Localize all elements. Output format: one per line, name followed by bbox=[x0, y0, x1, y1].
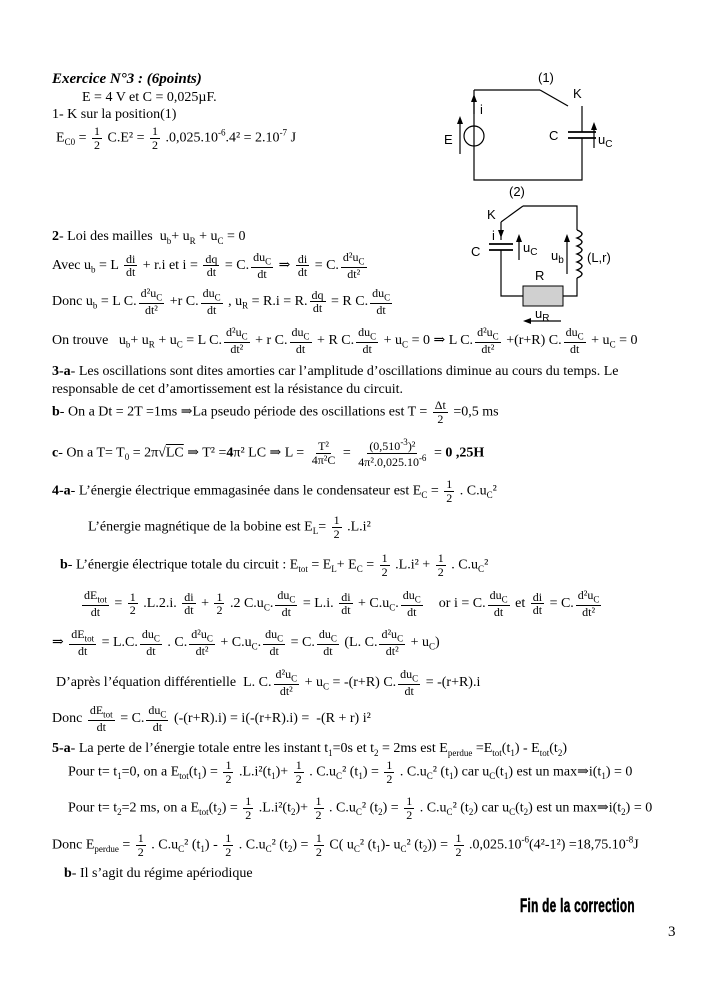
i-label: i bbox=[480, 102, 483, 117]
energy-at-t1: Pour $t= t_1=0$, on a $E_{tot}(t_1)$ = $\frac{1}{2}$ $.L.i^2(t_1)+$ $\frac{1}{2}$ . $C.u_C^2$ $(t_1)$ = $\frac{1}{2}$ . $C.u_C^2$ $(t_1)$ car $u_C(t_1)$ est un $\max\Rightarrow i(t_1) = 0$ bbox=[68, 758, 633, 786]
i2-label: i bbox=[492, 228, 495, 243]
given-values: E = 4 V et C = 0,025µF. bbox=[82, 90, 217, 105]
circuit-position-2 bbox=[465, 182, 625, 330]
damping-explanation-2: responsable de cet d’amortissement est la résistance du circuit. bbox=[52, 382, 404, 397]
current-arrow-icon bbox=[471, 94, 477, 102]
uc-label: $u_C$ bbox=[598, 132, 613, 150]
differential-equation: On trouve $u_b+ u_R + u_C = L$ C. $\frac{d^2u_C}{\text{dt²}}$ + r C. $\frac{du_C}{dt}$ + R C. $\frac{du_C}{dt}$ + $u_C = 0$ ⇒ L C. $\frac{d^2u_C}{\text{dt²}}$ +(r+R) C. $\frac{du_C}{dt}$ + $u_C = 0$ bbox=[52, 325, 638, 356]
r-label: R bbox=[535, 268, 545, 283]
capacitor-energy: 4-a- L’énergie électrique emmagasinée dans le condensateur est $E_C$ = $\frac{1}{2}$ . $C.u_C^2$ bbox=[52, 477, 497, 505]
uc2-label: $u_C$ bbox=[523, 240, 538, 258]
initial-energy-equation: $E_{C0}$ = $\frac{1}{2}$ C.E² = $\frac{1}{2}$ $.0,025.10^{-6}.4^2 = 2.10^{-7}$ J bbox=[56, 124, 297, 152]
pseudo-period: b- On a Dt = 2T =1ms ⇒La pseudo période des oscillations est T = $\frac{\Delta t}{2}$ =0,5 ms bbox=[52, 398, 499, 426]
switch-k2 bbox=[501, 206, 523, 222]
position-1-label: (1) bbox=[538, 70, 554, 85]
aperiodic-regime: b- Il s’agit du régime apériodique bbox=[64, 866, 253, 881]
loop-law: 2- Loi des mailles $u_b+ u_R + u_C = 0$ bbox=[52, 229, 246, 246]
ub-expression: Avec $u_b = L$ $\frac{di}{dt}$ + r.i et i = $\frac{dq}{dt}$ = C. $\frac{du_C}{dt}$ ⇒ $\frac{di}{dt}$ = C. $\frac{d^2u_C}{\text{dt²}}$ bbox=[52, 250, 365, 281]
switch-k2-label: K bbox=[487, 207, 496, 222]
end-of-correction: Fin de la correction bbox=[520, 896, 635, 917]
ur-label: $u_R$ bbox=[535, 306, 550, 324]
question-1: 1- K sur la position(1) bbox=[52, 107, 177, 122]
coil-lr bbox=[577, 230, 582, 278]
energy-loss-intro: 5-a- La perte de l’énergie totale entre les instant $t_1=0s$ et $t_2 = 2ms$ est $E_{perdue} =E_{tot}(t_1) - E_{tot}(t_2)$ bbox=[52, 741, 567, 758]
energy-derivative-4: Donc $\frac{dE_{tot}}{dt}$ = C. $\frac{du_C}{dt}$ (-(r+R).i) = i(-(r+R).i) = -(R + r) i² bbox=[52, 703, 371, 734]
e-label: E bbox=[444, 132, 453, 147]
c-label: C bbox=[549, 128, 559, 143]
exercise-title: Exercice N°3 : (6points) bbox=[52, 71, 202, 87]
page-number: 3 bbox=[668, 924, 676, 940]
switch-k bbox=[540, 90, 568, 106]
energy-derivative-3: D’après l’équation différentielle L. C. $\frac{d^2u_C}{\text{dt²}}$ + $u_C = -(r+R)$ C. $\frac{du_C}{dt}$ = -(r+R).i bbox=[56, 667, 481, 698]
coil-lr-label: (L,r) bbox=[587, 250, 611, 265]
damping-explanation-1: 3-a- Les oscillations sont dites amorties car l’amplitude d’oscillations diminue au cours du temps. Le bbox=[52, 364, 619, 379]
ub-label: $u_b$ bbox=[551, 248, 564, 266]
energy-derivative-2: ⇒ $\frac{dE_{tot}}{dt}$ = L.C. $\frac{du_C}{dt}$ . C. $\frac{d^2u_C}{\text{dt²}}$ + $C.u_C$. $\frac{du_C}{dt}$ = C. $\frac{du_C}{dt}$ (L. C. $\frac{d^2u_C}{\text{dt²}}$ + $u_C$) bbox=[52, 627, 440, 658]
c2-label: C bbox=[471, 244, 481, 259]
energy-derivative-1: $\frac{dE_{tot}}{dt}$ = $\frac{1}{2}$ .L.2.i. $\frac{di}{dt}$ + $\frac{1}{2}$ .2 $C.u_C$. $\frac{du_C}{dt}$ = L.i. $\frac{di}{dt}$ + $C.u_C$. $\frac{du_C}{dt}$ or i = C. $\frac{du_C}{dt}$ et $\frac{di}{dt}$ = C. $\frac{d^2u_C}{\text{dt²}}$ bbox=[84, 588, 600, 619]
ub-ur-expressions: Donc $u_b = L$ C. $\frac{d^2u_C}{\text{dt²}}$ +r C. $\frac{du_C}{dt}$ , $u_R = R.i = R$. $\frac{dq}{dt}$ = R C. $\frac{du_C}{dt}$ bbox=[52, 286, 391, 317]
position-2-label: (2) bbox=[509, 184, 525, 199]
energy-at-t2: Pour $t= t_2=2$ ms, on a $E_{tot}(t_2)$ = $\frac{1}{2}$ $.L.i^2(t_2)+$ $\frac{1}{2}$ . $C.u_C^2$ $(t_2)$ = $\frac{1}{2}$ . $C.u_C^2$ $(t_2)$ car $u_C(t_2)$ est un $\max\Rightarrow i(t_2) = 0$ bbox=[68, 794, 653, 822]
coil-energy: L’énergie magnétique de la bobine est $E_L=$ $\frac{1}{2}$ .L.i² bbox=[88, 513, 371, 541]
energy-loss-result: Donc $E_{perdue}$ = $\frac{1}{2}$ . $C.u_C^2$ $(t_1)$ - $\frac{1}{2}$ . $C.u_C^2$ $(t_2)$ = $\frac{1}{2}$ C( $u_C^2$ $(t_1)-$ $u_C^2$ $(t_2)$) = $\frac{1}{2}$ $.0,025.10^{-6}(4^2-1^2) =18,75.10^{-8}J$ bbox=[52, 831, 639, 859]
resistor-r bbox=[523, 286, 563, 306]
circuit-position-1 bbox=[440, 62, 620, 184]
current-arrow-2-icon bbox=[498, 230, 504, 238]
total-energy: b- L’énergie électrique totale du circuit : $E_{tot} = E_L+ E_C$ = $\frac{1}{2}$ .L.i² + $\frac{1}{2}$ . $C.u_C^2$ bbox=[60, 551, 489, 579]
inductance-calc: c- On a $T= T_0 = 2\pi√LC$ ⇒ T² =4π² LC ⇒ L = $\frac{\text{T²}}{\text{4π²C}}$ = $\frac{(0,510^{-3})^2}{4\pi^2.0,025.10^{-6}}$ = 0 ,25H bbox=[52, 437, 485, 469]
switch-k-label: K bbox=[573, 86, 582, 101]
